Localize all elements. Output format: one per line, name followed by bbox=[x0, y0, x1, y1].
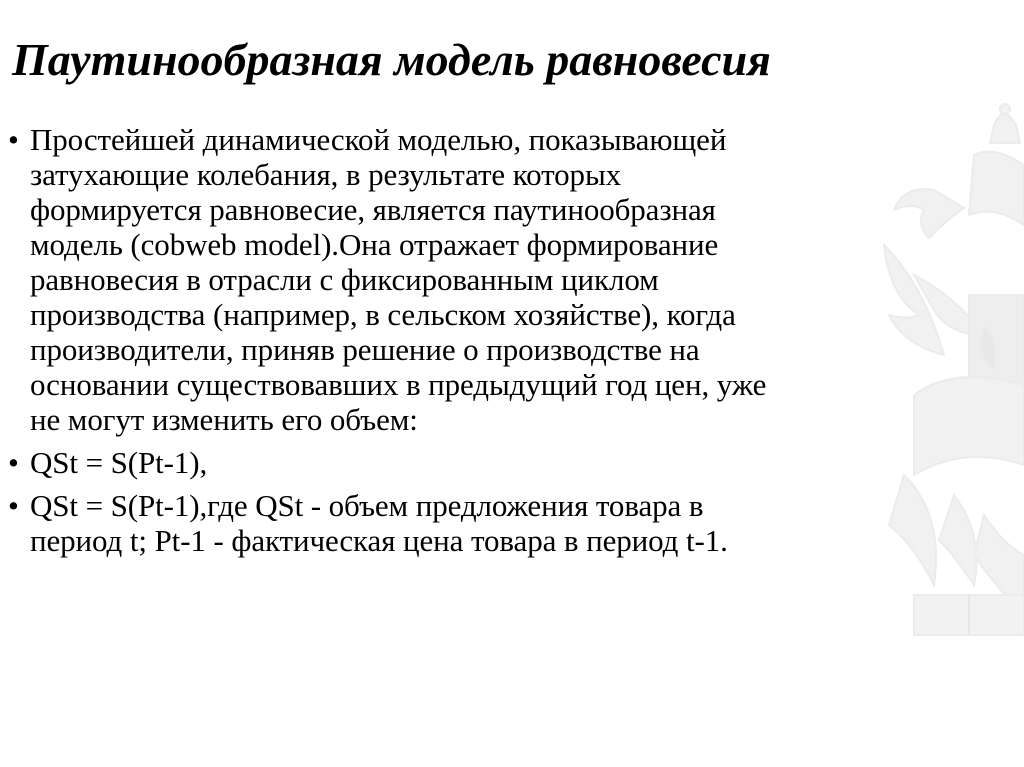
bullet-text bbox=[30, 122, 988, 437]
text-line: формируется равновесие, является паутинообразная bbox=[30, 192, 716, 227]
bullet-text bbox=[30, 488, 988, 558]
text-line: Простейшей динамической моделью, показывающей bbox=[30, 122, 727, 157]
formula-line: QSt = S(Pt-1), bbox=[30, 445, 208, 480]
bullet-marker: • bbox=[8, 488, 19, 523]
text-line: QSt = S(Pt-1),где QSt - объем предложения товара в bbox=[30, 488, 704, 523]
bullet-item-formula bbox=[8, 445, 988, 480]
bullet-marker: • bbox=[8, 445, 19, 480]
text-line: затухающие колебания, в результате которых bbox=[30, 157, 622, 192]
bullet-text bbox=[30, 445, 988, 480]
text-line: производители, приняв решение о производстве на bbox=[30, 332, 700, 367]
text-line: период t; Pt-1 - фактическая цена товара в период t-1. bbox=[30, 523, 728, 558]
bullet-list bbox=[8, 122, 988, 566]
text-line: производства (например, в сельском хозяйстве), когда bbox=[30, 297, 736, 332]
bullet-item-definition bbox=[8, 122, 988, 437]
text-line: не могут изменить его объем: bbox=[30, 402, 418, 437]
text-line: модель (cobweb model).Она отражает формирование bbox=[30, 227, 719, 262]
text-line: равновесия в отрасли с фиксированным циклом bbox=[30, 262, 659, 297]
bullet-marker: • bbox=[8, 122, 19, 157]
slide-title: Паутинообразная модель равновесия bbox=[12, 34, 771, 85]
bullet-item-formula-explanation bbox=[8, 488, 988, 558]
text-line: основании существовавших в предыдущий год цен, уже bbox=[30, 367, 767, 402]
